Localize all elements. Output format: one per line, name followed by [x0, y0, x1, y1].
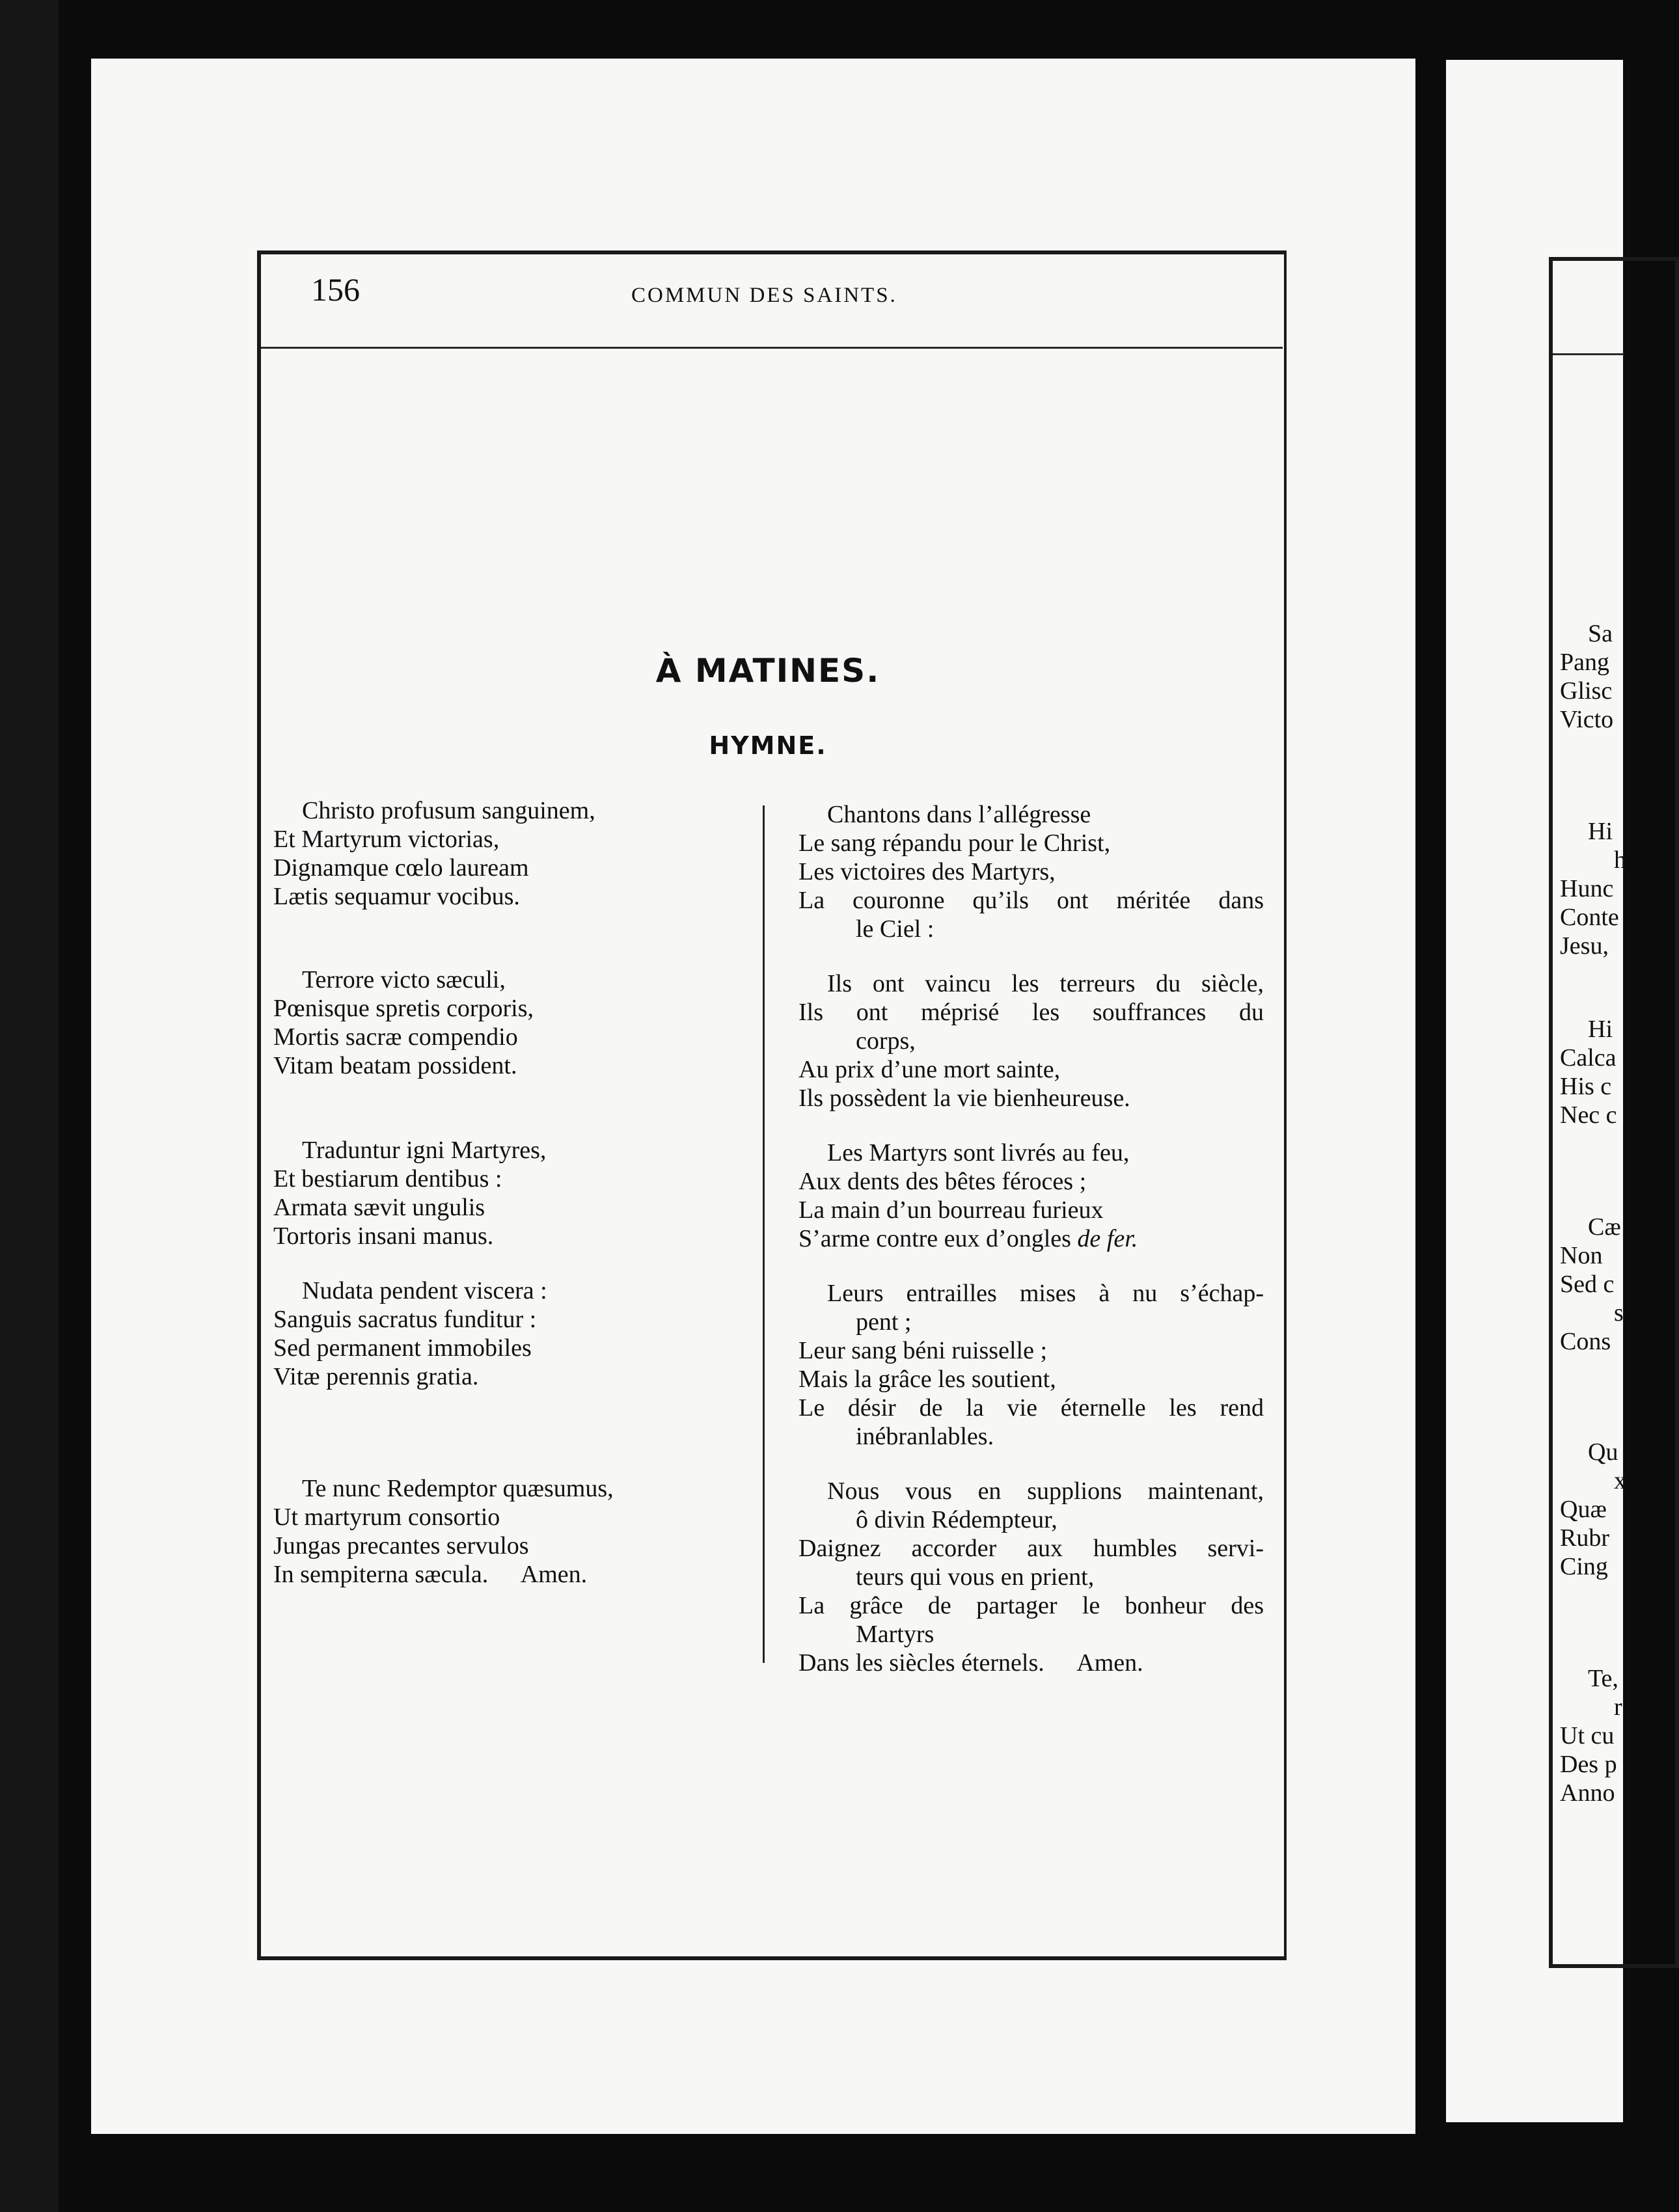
- french-line: La main d’un bourreau furieux: [799, 1196, 1104, 1224]
- french-line: ô divin Rédempteur,: [856, 1506, 1058, 1533]
- french-line: Daignez accorder aux humbles servi-: [799, 1535, 1264, 1562]
- latin-line: Sed permanent immobiles: [273, 1334, 532, 1362]
- french-line: pent ;: [856, 1308, 912, 1336]
- right-page-fragment: Des p: [1560, 1751, 1617, 1778]
- latin-line: [273, 1560, 729, 1589]
- french-amen: Amen.: [1076, 1649, 1143, 1677]
- right-page-fragment: Sed c: [1560, 1271, 1615, 1298]
- right-page-fragment: Pang: [1560, 649, 1609, 676]
- scan-edge-strip: [0, 0, 59, 2212]
- right-page-fragment: Sa: [1588, 620, 1613, 647]
- right-page-fragment: Quæ: [1560, 1496, 1607, 1523]
- section-title: À MATINES.: [655, 652, 880, 690]
- french-italic-text: de fer.: [1077, 1225, 1138, 1252]
- right-page-fragment: Te,: [1588, 1665, 1618, 1692]
- section-subtitle: HYMNE.: [709, 731, 827, 760]
- french-line: Nous vous en supplions maintenant,: [827, 1477, 1264, 1505]
- latin-line: Lætis sequamur vocibus.: [273, 883, 520, 910]
- latin-line: Traduntur igni Martyres,: [302, 1137, 547, 1164]
- french-line: le Ciel :: [856, 915, 935, 943]
- french-line-text: Dans les siècles éternels.: [799, 1649, 1044, 1677]
- column-divider: [763, 805, 765, 1663]
- french-line: corps,: [856, 1027, 916, 1055]
- latin-line: Mortis sacræ compendio: [273, 1023, 518, 1051]
- right-page-fragment: Calca: [1560, 1044, 1617, 1072]
- latin-line: Pœnisque spretis corporis,: [273, 995, 534, 1022]
- latin-line: Dignamque cœlo lauream: [273, 854, 529, 882]
- latin-line: Vitam beatam possident.: [273, 1052, 517, 1079]
- right-page-fragment: Ut cu: [1560, 1722, 1615, 1749]
- right-page-fragment: Glisc: [1560, 677, 1613, 705]
- right-page-fragment: Hunc: [1560, 875, 1614, 902]
- french-line: Martyrs: [856, 1621, 935, 1648]
- french-line: Le sang répandu pour le Christ,: [799, 830, 1111, 857]
- right-page-fragment: x: [1614, 1467, 1626, 1494]
- right-page-fragment: Anno: [1560, 1779, 1615, 1807]
- french-line: Le désir de la vie éternelle les rend: [799, 1394, 1264, 1422]
- right-page-fragment: Jesu,: [1560, 932, 1609, 960]
- right-page-fragment: Victo: [1560, 706, 1614, 733]
- french-line: La couronne qu’ils ont méritée dans: [799, 887, 1264, 914]
- french-line: Mais la grâce les soutient,: [799, 1366, 1056, 1393]
- latin-line: Et bestiarum dentibus :: [273, 1165, 502, 1193]
- latin-line: Ut martyrum consortio: [273, 1504, 500, 1531]
- french-line: Ils possèdent la vie bienheureuse.: [799, 1085, 1130, 1112]
- french-line: Aux dents des bêtes féroces ;: [799, 1168, 1087, 1195]
- french-line-text: S’arme contre eux d’ongles: [799, 1225, 1078, 1252]
- french-line: Ils ont vaincu les terreurs du siècle,: [827, 970, 1264, 997]
- french-line: Ils ont méprisé les souffrances du: [799, 999, 1264, 1026]
- french-line: teurs qui vous en prient,: [856, 1563, 1095, 1591]
- latin-line: Armata sævit ungulis: [273, 1194, 485, 1221]
- french-line: Les Martyrs sont livrés au feu,: [827, 1139, 1130, 1167]
- latin-line: Te nunc Redemptor quæsumus,: [302, 1475, 614, 1502]
- right-page-fragment: Hi: [1588, 1016, 1613, 1043]
- right-page-fragment: r: [1614, 1693, 1622, 1721]
- french-line: Au prix d’une mort sainte,: [799, 1056, 1061, 1083]
- right-page-fragment: Rubr: [1560, 1524, 1609, 1552]
- right-page-fragment: His c: [1560, 1073, 1612, 1100]
- running-head: COMMUN DES SAINTS.: [631, 284, 897, 307]
- latin-line-text: In sempiterna sæcula.: [273, 1561, 489, 1588]
- french-line: Les victoires des Martyrs,: [799, 858, 1056, 885]
- french-line: [799, 1224, 1264, 1253]
- french-line: [799, 1649, 1264, 1677]
- header-rule: [261, 347, 1283, 349]
- latin-line: Jungas precantes servulos: [273, 1532, 529, 1559]
- right-page-fragment: s: [1614, 1299, 1624, 1327]
- right-page-fragment: Qu: [1588, 1438, 1618, 1466]
- right-page-fragment: Cæ: [1588, 1213, 1621, 1241]
- page-number: 156: [311, 271, 360, 308]
- latin-line: Et Martyrum victorias,: [273, 826, 500, 853]
- latin-line: Nudata pendent viscera :: [302, 1277, 547, 1304]
- latin-line: Vitæ perennis gratia.: [273, 1363, 479, 1390]
- latin-line: Christo profusum sanguinem,: [302, 797, 595, 824]
- right-page-fragment: h: [1614, 846, 1626, 874]
- right-page-fragment: Non: [1560, 1242, 1603, 1269]
- right-page-fragment: Cing: [1560, 1553, 1608, 1580]
- latin-amen: Amen.: [520, 1561, 588, 1588]
- french-line: Leur sang béni ruisselle ;: [799, 1337, 1048, 1364]
- french-line: Chantons dans l’allégresse: [827, 801, 1091, 828]
- latin-line: Sanguis sacratus funditur :: [273, 1306, 537, 1333]
- latin-line: Terrore victo sæculi,: [302, 966, 506, 993]
- right-page-fragment: Hi: [1588, 818, 1613, 845]
- french-line: La grâce de partager le bonheur des: [799, 1592, 1264, 1619]
- right-page-fragment: Conte: [1560, 904, 1619, 931]
- french-line: inébranlables.: [856, 1423, 994, 1450]
- french-line: Leurs entrailles mises à nu s’échap-: [827, 1280, 1264, 1307]
- right-page-fragment: Nec c: [1560, 1101, 1617, 1129]
- latin-line: Tortoris insani manus.: [273, 1222, 494, 1250]
- right-header-rule: [1553, 353, 1624, 355]
- right-page-fragment: Cons: [1560, 1328, 1611, 1355]
